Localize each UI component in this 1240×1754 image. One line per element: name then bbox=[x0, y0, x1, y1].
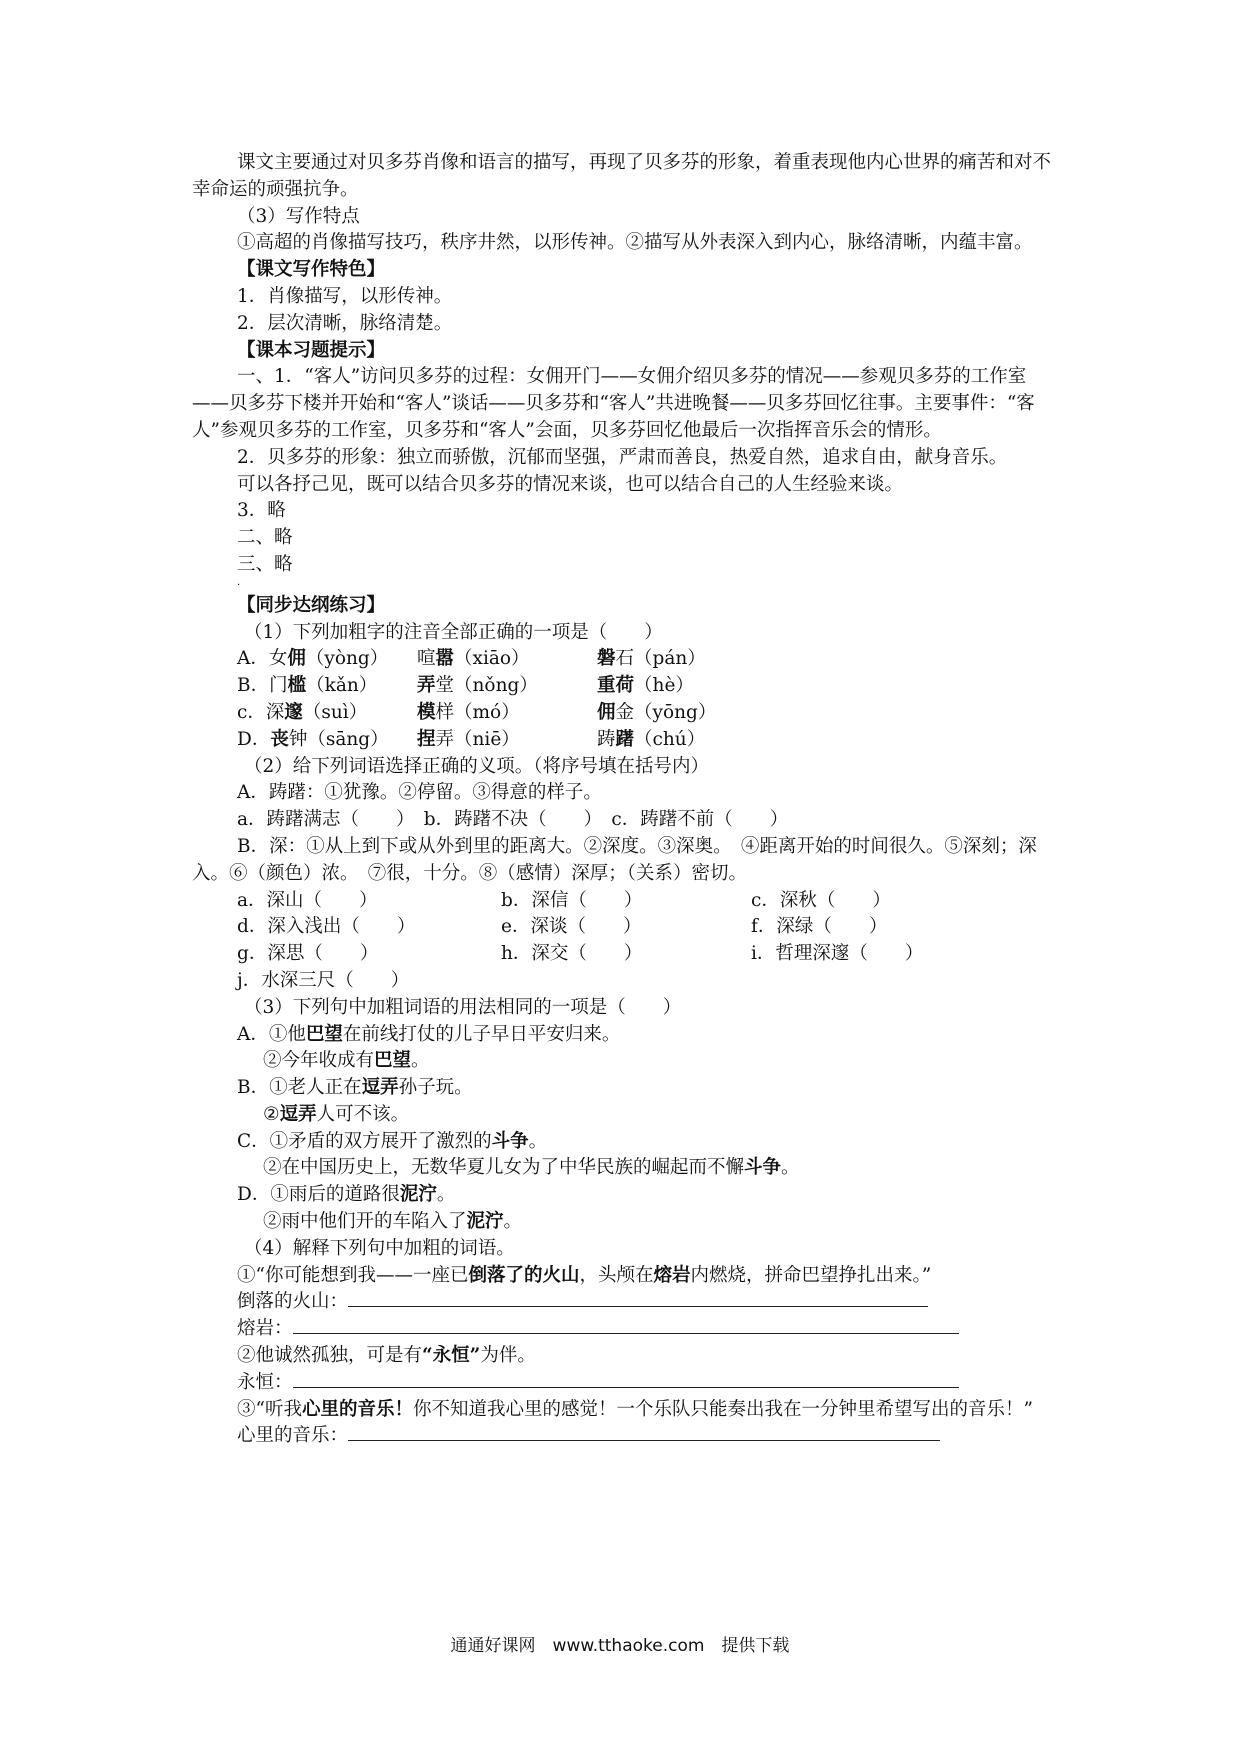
q1-item: 磐石（pán） bbox=[597, 648, 706, 670]
q2-item: b．深信（ ） bbox=[501, 889, 643, 911]
page-content bbox=[192, 150, 1062, 1450]
q4-sentence-1: ①“你可能想到我——一座已倒落了的火山，头颅在熔岩内燃烧，拼命巴望挣扎出来。” bbox=[237, 1264, 932, 1286]
q3-option: C．①矛盾的双方展开了激烈的斗争。 bbox=[237, 1130, 548, 1152]
question-4-stem: （4）解释下列句中加粗的词语。 bbox=[244, 1237, 515, 1259]
q4-answer-line: 心里的音乐： bbox=[192, 1423, 1062, 1450]
feature-item: 2．层次清晰，脉络清楚。 bbox=[237, 312, 453, 334]
q1-item: 踌躇（chú） bbox=[597, 728, 706, 750]
q3-option: B．①老人正在逗弄孙子玩。 bbox=[237, 1077, 473, 1099]
q1-item: 弄堂（nǒng） bbox=[417, 675, 538, 697]
answer-blank[interactable] bbox=[348, 1423, 940, 1441]
q2-items-a: a．踌躇满志（ ） b．踌躇不决（ ） c．踌躇不前（ ） bbox=[237, 809, 789, 831]
hints-paragraph: 可以各抒己见，既可以结合贝多芬的情况来谈，也可以结合自己的人生经验来谈。 bbox=[237, 473, 904, 495]
q2-item: h．深交（ ） bbox=[501, 943, 643, 965]
q2-item: d．深入浅出（ ） bbox=[237, 916, 416, 938]
q1-item: 喧嚣（xiāo） bbox=[417, 648, 530, 670]
q2-item: a．深山（ ） bbox=[237, 889, 378, 911]
answer-blank[interactable] bbox=[293, 1370, 959, 1388]
q3-option-second: ②今年收成有巴望。 bbox=[263, 1050, 430, 1072]
q2-definition-b: B．深：①从上到下或从外到里的距离大。②深度。③深奥。 ④距离开始的时间很久。⑤深刻；深入。⑥（颜色）浓。 ⑦很，十分。⑧（感情）深厚；（关系）密切。 bbox=[192, 835, 1037, 884]
q1-option-row bbox=[192, 727, 1062, 754]
q3-option: D．①雨后的道路很泥泞。 bbox=[237, 1184, 456, 1206]
practice-heading: 【同步达纲练习】 bbox=[237, 594, 386, 616]
hints-item: 三、略 bbox=[237, 553, 293, 575]
q1-item: B．门槛（kǎn） bbox=[237, 675, 378, 697]
q2-item: j．水深三尺（ ） bbox=[237, 969, 410, 991]
q1-option-row bbox=[192, 673, 1062, 700]
q1-option-row bbox=[192, 646, 1062, 673]
q2-item: g．深思（ ） bbox=[237, 943, 379, 965]
q1-item: c．深邃（suì） bbox=[237, 701, 368, 723]
hints-paragraph: 2．贝多芬的形象：独立而骄傲，沉郁而坚强，严肃而善良，热爱自然，追求自由，献身音乐。 bbox=[237, 446, 1008, 468]
q2-definition-a: A．踌躇：①犹豫。②停留。③得意的样子。 bbox=[237, 782, 602, 804]
q4-answer-line: 熔岩： bbox=[192, 1316, 1062, 1343]
q2-item: c．深秋（ ） bbox=[751, 889, 891, 911]
q1-item: 模样（mó） bbox=[417, 701, 520, 723]
q1-item: 重荷（hè） bbox=[597, 675, 694, 697]
q1-item: A．女佣（yòng） bbox=[237, 648, 389, 670]
q3-option-second: ②逗弄人可不该。 bbox=[263, 1103, 410, 1125]
q3-option: A．①他巴望在前线打仗的儿子早日平安归来。 bbox=[237, 1023, 621, 1045]
q4-answer-line: 倒落的火山： bbox=[192, 1289, 1062, 1316]
q3-option-second: ②雨中他们开的车陷入了泥泞。 bbox=[263, 1211, 523, 1233]
q2-item: i．哲理深邃（ ） bbox=[751, 943, 924, 965]
features-heading: 【课文写作特色】 bbox=[237, 259, 386, 281]
writing-features-paragraph: ①高超的肖像描写技巧，秩序井然，以形传神。②描写从外表深入到内心，脉络清晰，内蕴丰富。 bbox=[237, 232, 1033, 254]
hints-item: 3．略 bbox=[237, 500, 286, 522]
hints-paragraph: 一、1．“客人”访问贝多芬的过程：女佣开门——女佣介绍贝多芬的情况——参观贝多芬的工作室——贝多芬下楼并开始和“客人”谈话——贝多芬和“客人”共进晚餐——贝多芬回忆往事。主要事件：“客人”参观贝多芬的工作室，贝多芬和“客人”会面，贝多芬回忆他最后一次指挥音乐会的情形。 bbox=[192, 366, 1035, 441]
page-footer: 通通好课网 www.tthaoke.com 提供下载 bbox=[450, 1636, 790, 1656]
q1-item: 捏弄（niē） bbox=[417, 728, 520, 750]
writing-features-subheading: （3）写作特点 bbox=[237, 205, 360, 227]
hints-heading: 【课本习题提示】 bbox=[237, 339, 386, 361]
answer-blank[interactable] bbox=[348, 1289, 928, 1307]
q1-item: 佣金（yōng） bbox=[597, 701, 717, 723]
q2-item-row bbox=[192, 888, 1062, 915]
summary-paragraph: 课文主要通过对贝多芬肖像和语言的描写，再现了贝多芬的形象，着重表现他内心世界的痛苦和对不幸命运的顽强抗争。 bbox=[192, 152, 1052, 200]
answer-blank[interactable] bbox=[293, 1316, 959, 1334]
q1-item: D．丧钟（sāng） bbox=[237, 728, 389, 750]
q4-sentence-3: ③“听我心里的音乐！你不知道我心里的感觉！一个乐队只能奏出我在一分钟里希望写出的音乐！” bbox=[237, 1398, 1033, 1420]
q2-item: e．深谈（ ） bbox=[501, 916, 642, 938]
question-1-stem: （1）下列加粗字的注音全部正确的一项是（ ） bbox=[244, 621, 663, 643]
q1-option-row bbox=[192, 700, 1062, 727]
q2-item-row bbox=[192, 968, 1062, 995]
question-3-stem: （3）下列句中加粗词语的用法相同的一项是（ ） bbox=[244, 996, 682, 1018]
q3-option-second: ②在中国历史上，无数华夏儿女为了中华民族的崛起而不懈斗争。 bbox=[263, 1157, 800, 1179]
feature-item: 1．肖像描写，以形传神。 bbox=[237, 285, 453, 307]
q2-item-row bbox=[192, 914, 1062, 941]
q2-item-row bbox=[192, 941, 1062, 968]
stray-dot: · bbox=[237, 579, 241, 591]
question-2-stem: （2）给下列词语选择正确的义项。（将序号填在括号内） bbox=[244, 755, 710, 777]
q4-answer-line: 永恒： bbox=[192, 1370, 1062, 1397]
q4-sentence-2: ②他诚然孤独，可是有“永恒”为伴。 bbox=[237, 1345, 536, 1367]
q2-item: f．深绿（ ） bbox=[751, 916, 888, 938]
hints-item: 二、略 bbox=[237, 527, 293, 549]
